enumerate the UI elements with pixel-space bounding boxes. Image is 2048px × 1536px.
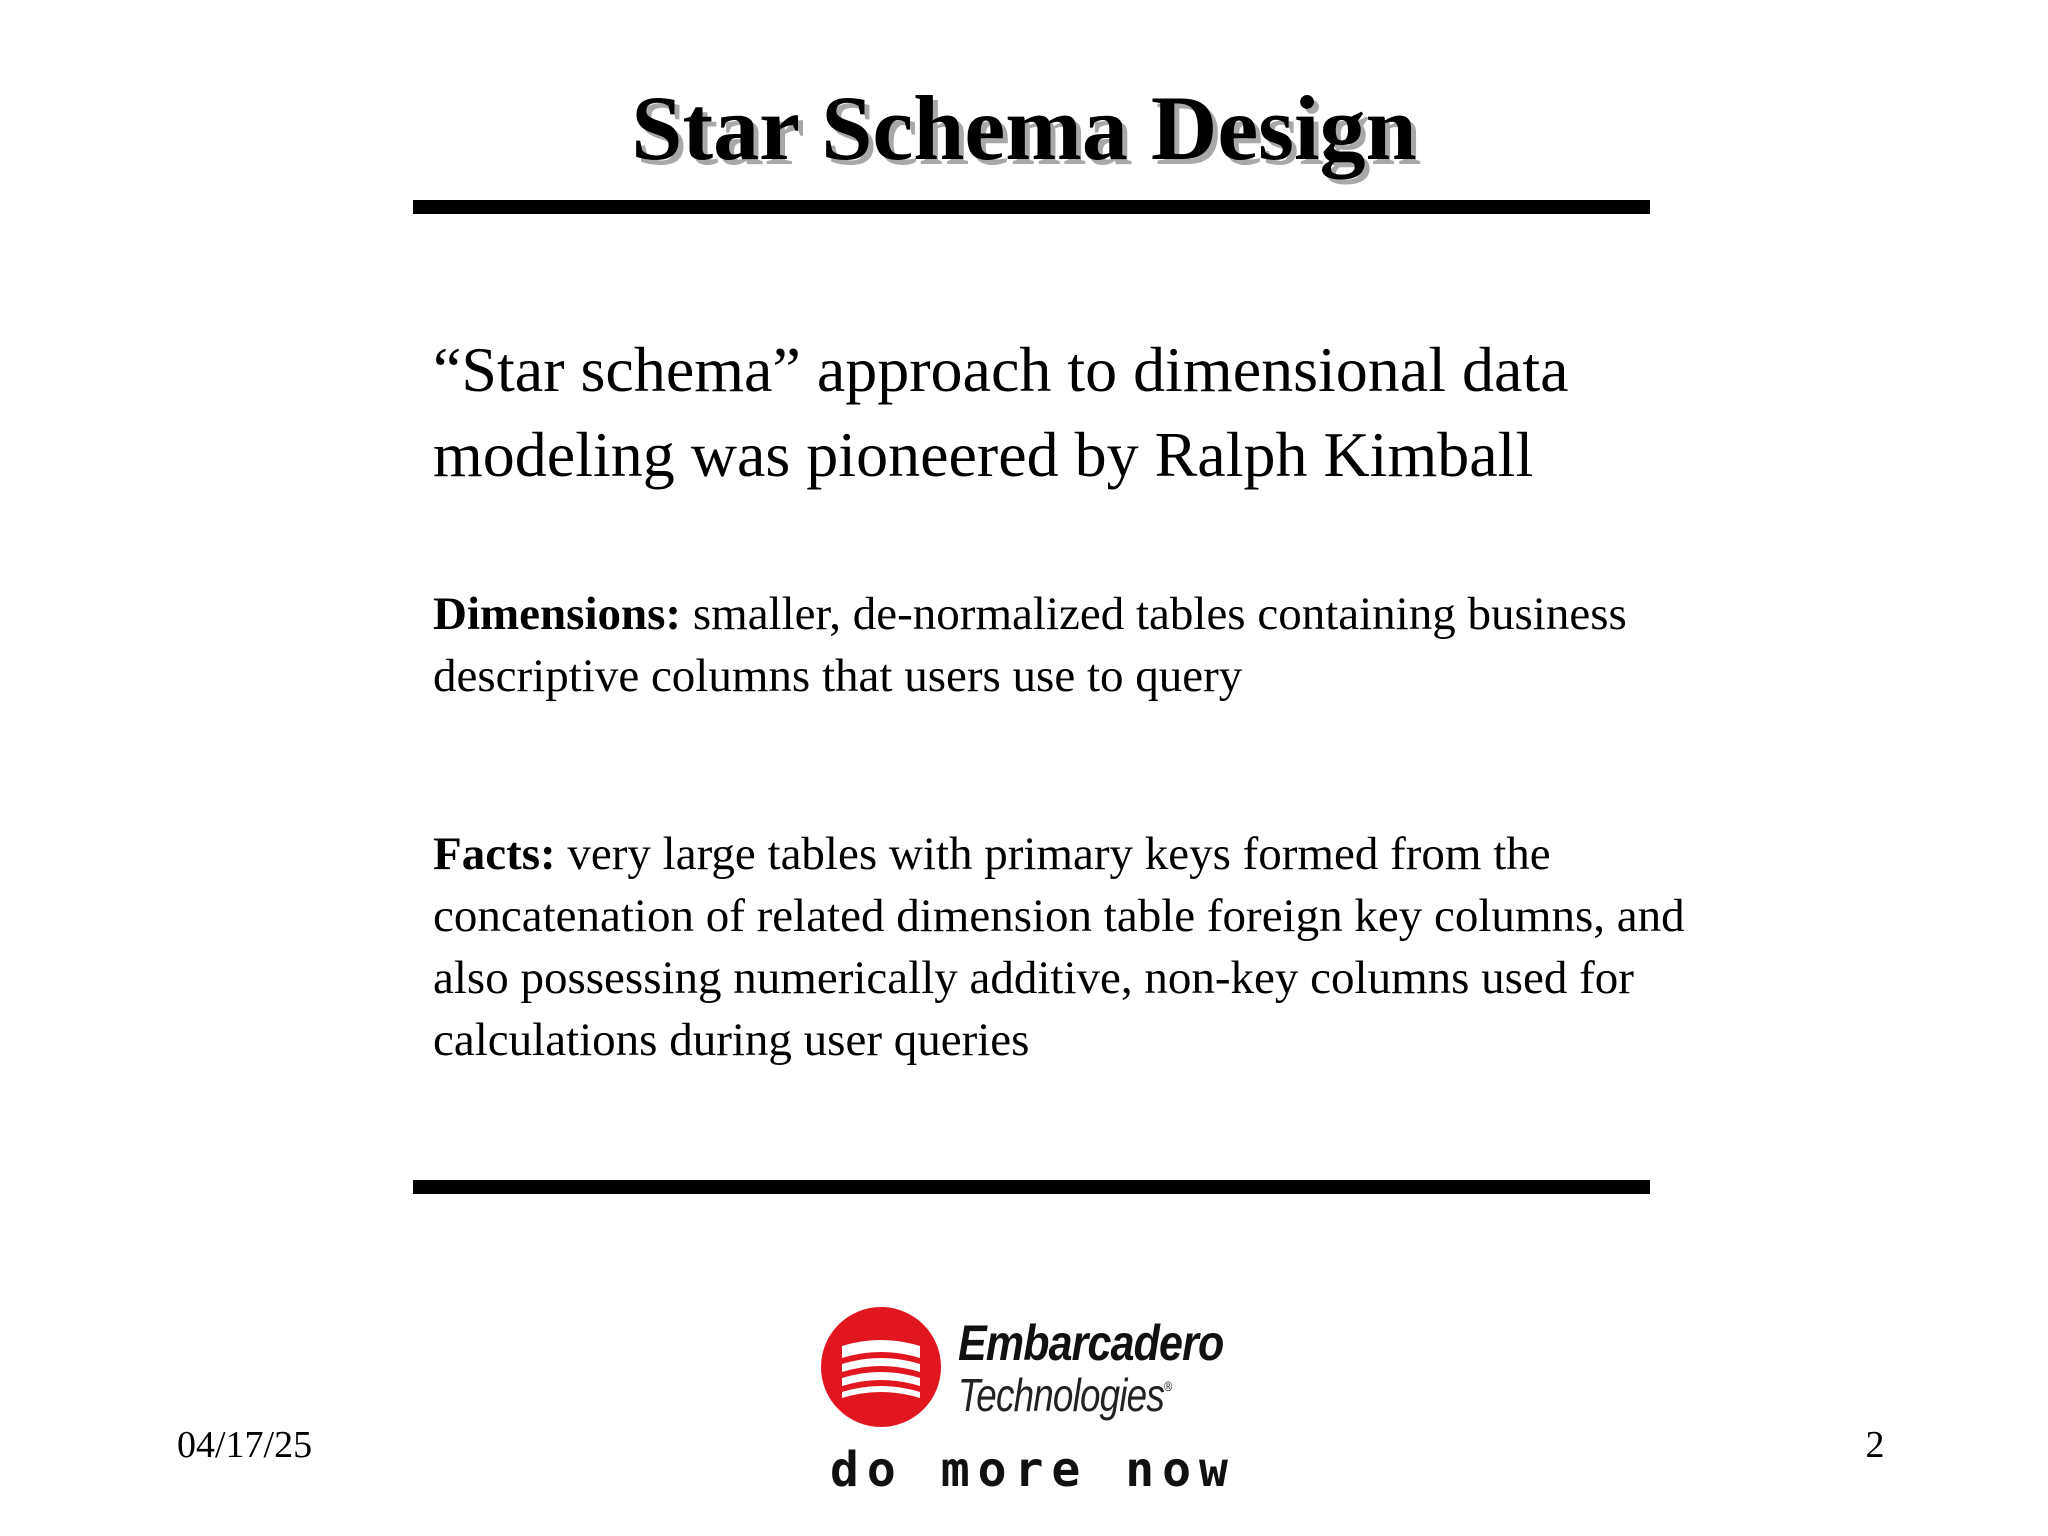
lead-paragraph: “Star schema” approach to dimensional data modeling was pioneered by Ralph Kimball bbox=[433, 334, 1569, 490]
bottom-divider bbox=[413, 1180, 1650, 1194]
embarcadero-logo bbox=[820, 1300, 1250, 1510]
database-stack-icon bbox=[820, 1306, 942, 1428]
facts-text: very large tables with primary keys formed from the concatenation of related dimension table foreign key columns, and also possessing numerically additive, non-key columns used for calculations during user queries bbox=[433, 828, 1685, 1066]
dimensions-text: smaller, de-normalized tables containing business descriptive columns that users use to query bbox=[433, 588, 1627, 702]
logo-subtitle bbox=[958, 1368, 1171, 1422]
top-divider bbox=[413, 200, 1650, 214]
logo-tagline: do more now bbox=[830, 1442, 1236, 1498]
page-number: 2 bbox=[1865, 1424, 1885, 1466]
registered-mark: ® bbox=[1163, 1378, 1172, 1394]
logo-name: Embarcadero bbox=[958, 1315, 1224, 1371]
dimensions-paragraph bbox=[433, 583, 1693, 707]
dimensions-label: Dimensions: bbox=[433, 588, 682, 640]
logo-subtitle-text: Technologies bbox=[958, 1369, 1164, 1421]
footer-date: 04/17/25 bbox=[177, 1424, 313, 1466]
facts-paragraph bbox=[433, 823, 1693, 1071]
facts-label: Facts: bbox=[433, 828, 556, 880]
slide-title: Star Schema Design bbox=[631, 77, 1417, 179]
